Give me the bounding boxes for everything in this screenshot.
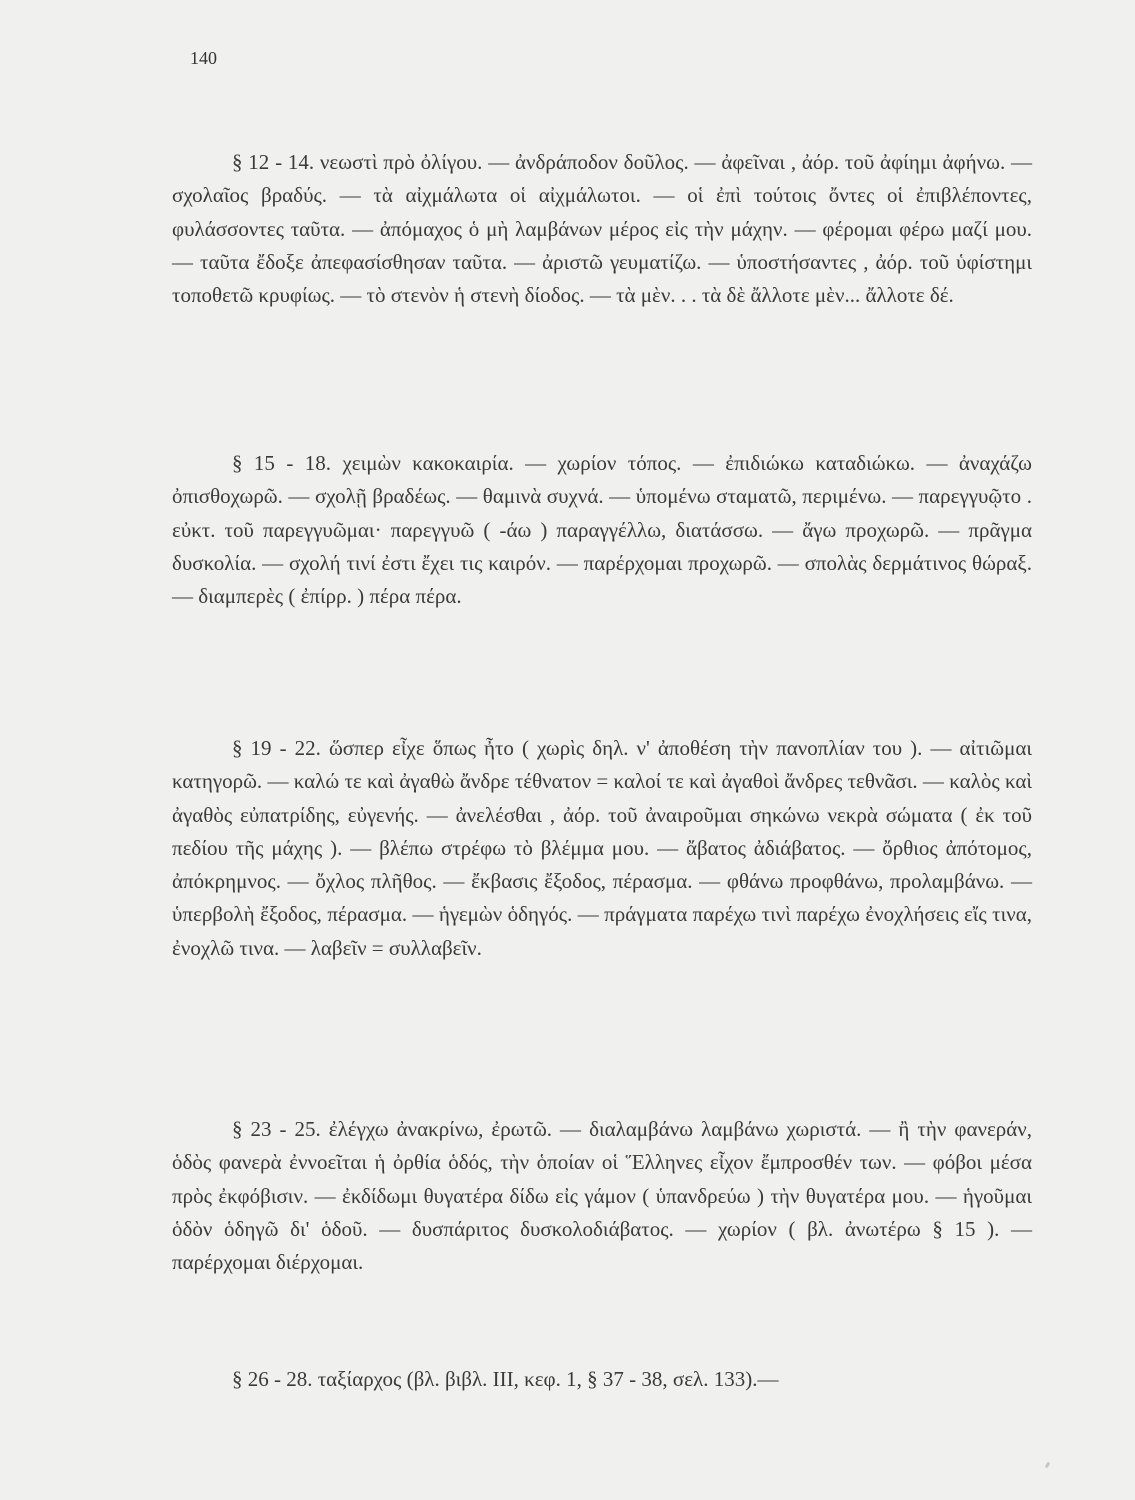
commentary-section-23-25: § 23 - 25. ἐλέγχω ἀνακρίνω, ἐρωτῶ. — διαλαμβάνω λαμβάνω χωριστά. — ἢ τὴν φανεράν, ὁδὸς φανερὰ ἐννοεῖται ἡ ὀρθία ὁδός, τὴν ὁποίαν οἱ Ἕλληνες εἶχον ἔμπροσθέν των. — φόβοι μέσα πρὸς ἐκφόβισιν. — ἐκδίδωμι θυγατέρα δίδω εἰς γάμον ( ὑπανδρεύω ) τὴν θυγατέρα μου. — ἡγοῦμαι ὁδὸν ὁδηγῶ δι' ὁδοῦ. — δυσπάριτος δυσκολοδιάβατος. — χωρίον ( βλ. ἀνωτέρω § 15 ). — παρέρχομαι διέρχομαι. (172, 1117, 1032, 1275)
commentary-section-15-18: § 15 - 18. χειμὼν κακοκαιρία. — χωρίον τόπος. — ἐπιδιώκω καταδιώκω. — ἀναχάζω ὀπισθοχωρῶ. — σχολῇ βραδέως. — θαμινὰ συχνά. — ὑπομένω σταματῶ, περιμένω. — παρεγγυῷτο . εὐκτ. τοῦ παρεγγυῶμαι· παρεγγυῶ ( -άω ) παραγγέλλω, διατάσσω. — ἄγω προχωρῶ. — πρᾶγμα δυσκολία. — σχολή τινί ἐστι ἔχει τις καιρόν. — παρέρχομαι προχωρῶ. — σπολὰς δερμάτινος θώραξ. — διαμπερὲς ( ἐπίρρ. ) πέρα πέρα. (172, 451, 1032, 609)
commentary-section-19-22: § 19 - 22. ὥσπερ εἶχε ὅπως ἦτο ( χωρὶς δηλ. ν' ἀποθέση τὴν πανοπλίαν του ). — αἰτιῶμαι κατηγορῶ. — καλώ τε καὶ ἀγαθὼ ἄνδρε τέθνατον = καλοί τε καὶ ἀγαθοὶ ἄνδρες τεθνᾶσι. — καλὸς καὶ ἀγαθὸς εὐπατρίδης, εὐγενής. — ἀνελέσθαι , ἀόρ. τοῦ ἀναιροῦμαι σηκώνω νεκρὰ σώματα ( ἐκ τοῦ πεδίου τῆς μάχης ). — βλέπω στρέφω τὸ βλέμμα μου. — ἄβατος ἀδιάβατος. — ὄρθιος ἀπότομος, ἀπόκρημνος. — ὄχλος πλῆθος. — ἔκβασις ἔξοδος, πέρασμα. — φθάνω προφθάνω, προλαμβάνω. — ὑπερβολὴ ἔξοδος, πέρασμα. — ἡγεμὼν ὁδηγός. — πράγματα παρέχω τινὶ παρέχω ἐνοχλήσεις εἴς τινα, ἐνοχλῶ τινα. — λαβεῖν = συλλαβεῖν. (172, 736, 1032, 960)
commentary-section-26-28: § 26 - 28. ταξίαρχος (βλ. βιβλ. III, κεφ. 1, § 37 - 38, σελ. 133).— (232, 1367, 779, 1391)
page-number: 140 (190, 48, 217, 68)
commentary-section-12-14: § 12 - 14. νεωστὶ πρὸ ὀλίγου. — ἀνδράποδον δοῦλος. — ἀφεῖναι , ἀόρ. τοῦ ἀφίημι ἀφήνω. — σχολαῖος βραδύς. — τὰ αἰχμάλωτα οἱ αἰχμάλωτοι. — οἱ ἐπὶ τούτοις ὄντες οἱ ἐπιβλέποντες, φυλάσσοντες ταῦτα. — ἀπόμαχος ὁ μὴ λαμβάνων μέρος εἰς τὴν μάχην. — φέρομαι φέρω μαζί μου. — ταῦτα ἔδοξε ἀπεφασίσθησαν ταῦτα. — ἀριστῶ γευματίζω. — ὑποστήσαντες , ἀόρ. τοῦ ὑφίστημι τοποθετῶ κρυφίως. — τὸ στενὸν ἡ στενὴ δίοδος. — τὰ μὲν. . . τὰ δὲ ἄλλοτε μὲν... ἄλλοτε δέ. (172, 150, 1032, 308)
scan-speck (1045, 1462, 1051, 1469)
